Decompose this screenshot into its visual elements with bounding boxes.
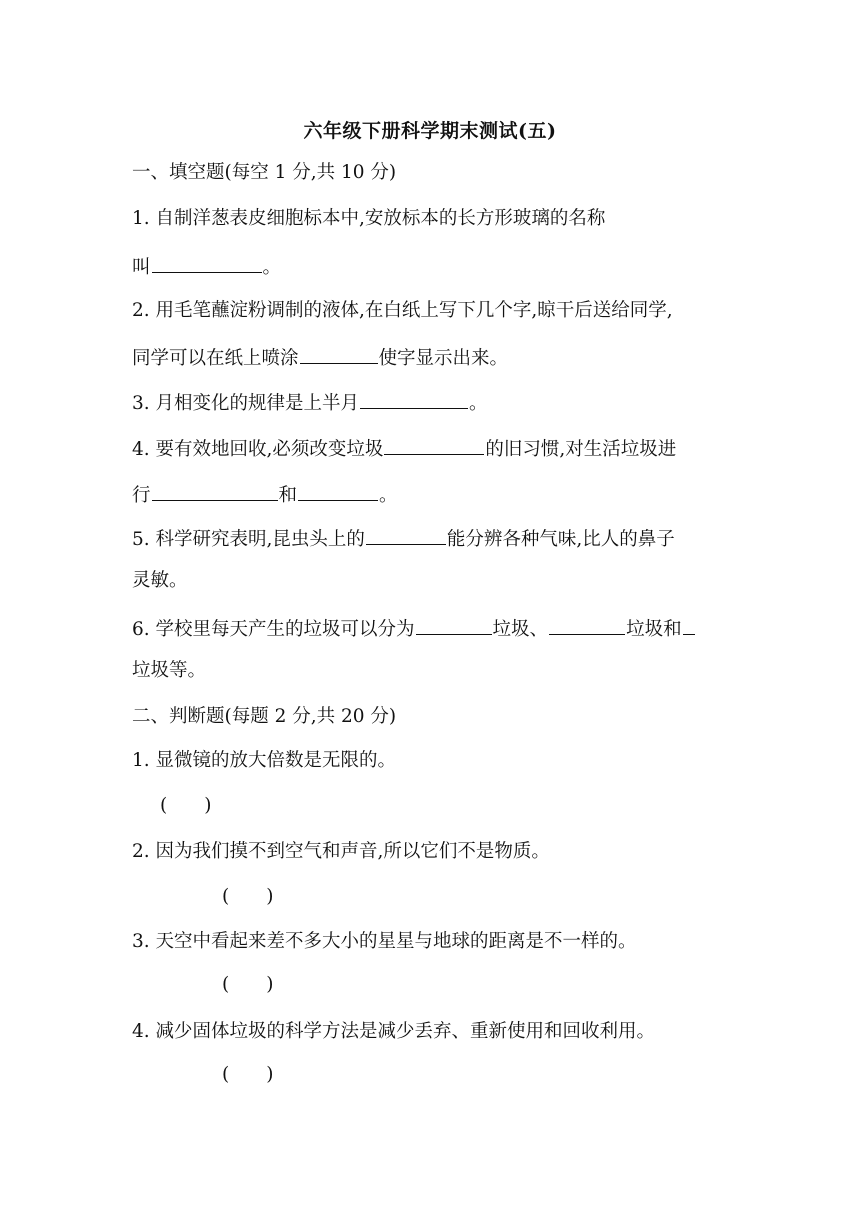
question-4-text-c: 行	[132, 485, 151, 506]
question-4-end: 。	[379, 485, 398, 506]
question-2-line-2	[132, 343, 508, 372]
question-5-text-a: 5. 科学研究表明,昆虫头上的	[132, 529, 365, 550]
question-2-text-b: 同学可以在纸上喷涂	[132, 348, 299, 369]
answer-blank[interactable]	[549, 614, 625, 635]
answer-blank[interactable]	[384, 434, 484, 455]
tf-answer-paren-1[interactable]: ( )	[160, 795, 212, 816]
tf-question-3: 3. 天空中看起来差不多大小的星星与地球的距离是不一样的。	[132, 931, 637, 952]
section-heading-true-false: 二、判断题(每题 2 分,共 20 分)	[132, 706, 397, 727]
question-6-text-a: 6. 学校里每天产生的垃圾可以分为	[132, 619, 415, 640]
answer-blank[interactable]	[683, 614, 695, 635]
question-1-end: 。	[262, 257, 282, 278]
question-6-text-b: 垃圾、	[492, 619, 549, 640]
question-3-text: 3. 月相变化的规律是上半月	[132, 393, 360, 414]
question-5-text-b: 能分辨各种气味,比人的鼻子	[446, 529, 675, 550]
question-5-line-1	[132, 524, 675, 553]
question-6-text-c: 垃圾和	[626, 619, 682, 640]
section-heading-fill-blank: 一、填空题(每空 1 分,共 10 分)	[132, 162, 397, 183]
tf-question-1: 1. 显微镜的放大倍数是无限的。	[132, 750, 397, 771]
question-1-text-b: 叫	[132, 257, 151, 278]
tf-question-4: 4. 减少固体垃圾的科学方法是减少丢弃、重新使用和回收利用。	[132, 1021, 656, 1042]
answer-blank[interactable]	[360, 388, 468, 409]
tf-answer-paren-2[interactable]: ( )	[222, 886, 274, 907]
page-title: 六年级下册科学期末测试(五)	[303, 120, 557, 142]
answer-blank[interactable]	[300, 343, 378, 364]
tf-answer-paren-3[interactable]: ( )	[222, 974, 274, 995]
answer-blank[interactable]	[152, 480, 278, 501]
question-3-end: 。	[469, 393, 488, 414]
question-4-line-2	[132, 480, 398, 509]
tf-question-2: 2. 因为我们摸不到空气和声音,所以它们不是物质。	[132, 841, 550, 862]
question-4-text-a: 4. 要有效地回收,必须改变垃圾	[132, 439, 384, 460]
answer-blank[interactable]	[416, 614, 492, 635]
question-3-line	[132, 388, 488, 417]
question-2-text-c: 使字显示出来。	[378, 348, 509, 369]
answer-blank[interactable]	[366, 524, 446, 545]
answer-blank[interactable]	[152, 252, 262, 273]
question-2-line-1: 2. 用毛笔蘸淀粉调制的液体,在白纸上写下几个字,晾干后送给同学,	[132, 300, 673, 321]
tf-answer-paren-4[interactable]: ( )	[222, 1064, 274, 1085]
question-6-line-2: 垃圾等。	[132, 660, 207, 681]
question-1-line-1: 1. 自制洋葱表皮细胞标本中,安放标本的长方形玻璃的名称	[132, 208, 606, 229]
answer-blank[interactable]	[298, 480, 378, 501]
question-5-line-2: 灵敏。	[132, 570, 188, 591]
question-6-line-1	[132, 614, 696, 643]
question-1-line-2	[132, 252, 281, 281]
question-4-text-b: 的旧习惯,对生活垃圾进	[485, 439, 677, 460]
question-4-line-1	[132, 434, 676, 463]
question-4-text-d: 和	[278, 485, 298, 506]
